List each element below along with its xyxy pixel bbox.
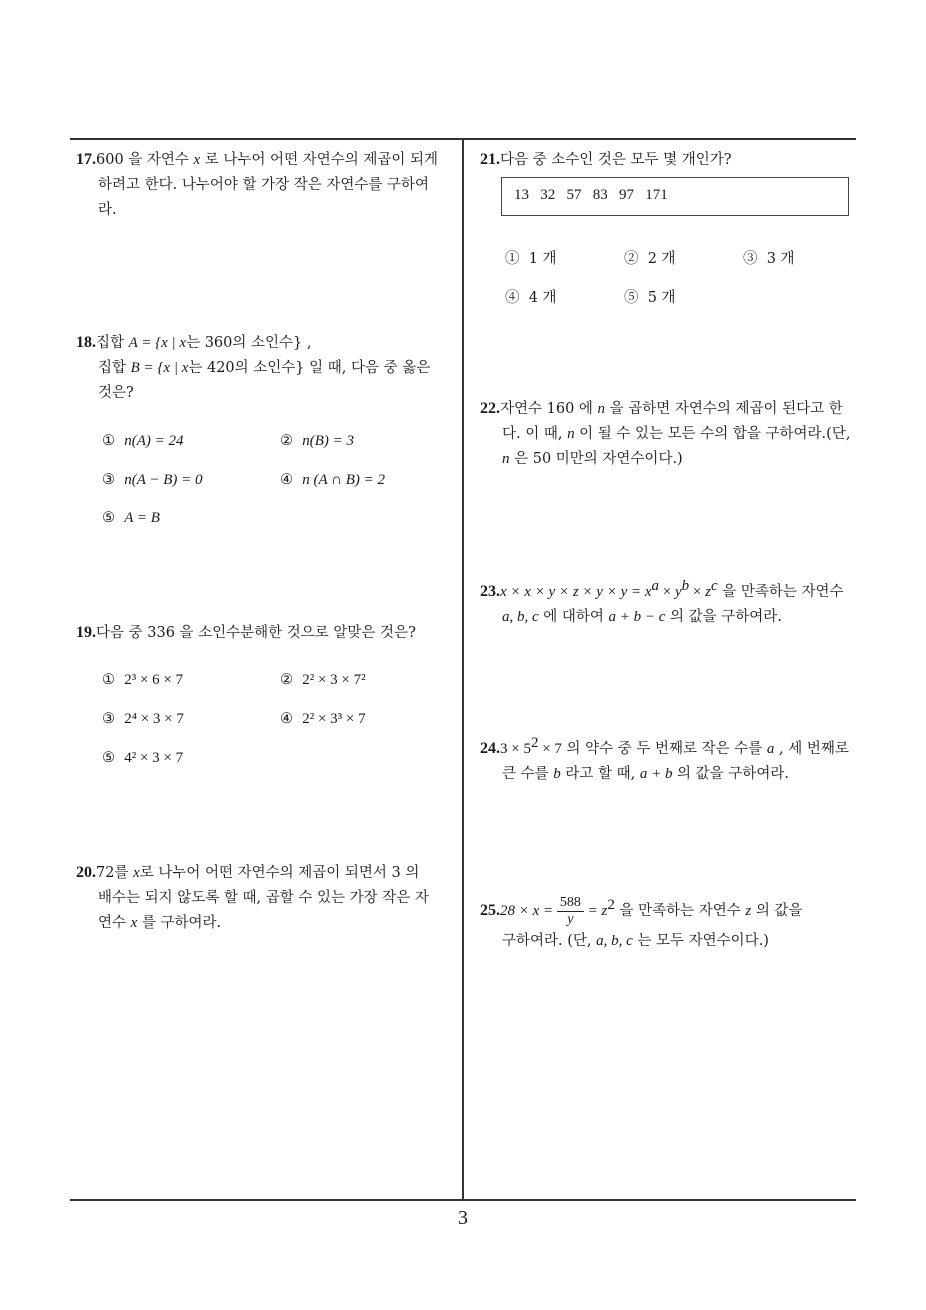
question-number: 18.: [76, 334, 96, 351]
bottom-rule: [70, 1199, 856, 1201]
question-17: 17.600 을 자연수 x 로 나누어 어떤 자연수의 제곱이 되게 하려고 한다. 나누어야 할 가장 작은 자연수를 구하여 라.: [76, 151, 438, 218]
number-list: 13 32 57 83 97 171: [514, 187, 668, 203]
q21-option-4[interactable]: ④ 4 개: [505, 290, 557, 306]
question-number: 20.: [76, 864, 96, 881]
question-18: 18.집합 A = {x | x는 360의 소인수} , 집합 B = {x | x는 420의 소인수} 일 때, 다음 중 옳은 것은?: [76, 334, 431, 401]
question-25: 25.28 × x = $\frac{588}{y}$ = $z^2$ 을 만족하는 자연수 z 의 값을 구하여라. (단, a, b, c 는 모두 자연수이다.): [480, 894, 803, 949]
q19-option-4[interactable]: ④ 2² × 3³ × 7: [280, 711, 366, 727]
question-number: 23.: [480, 583, 500, 600]
q21-option-2[interactable]: ② 2 개: [624, 251, 676, 267]
q18-option-4[interactable]: ④ n (A ∩ B) = 2: [280, 472, 385, 488]
q19-option-3[interactable]: ③ 2⁴ × 3 × 7: [102, 711, 184, 727]
q18-option-1[interactable]: ① n(A) = 24: [102, 433, 184, 449]
question-21: 21.다음 중 소수인 것은 모두 몇 개인가?: [480, 151, 732, 168]
question-22: 22.자연수 160 에 n 을 곱하면 자연수의 제곱이 된다고 한 다. 이 때, n 이 될 수 있는 모든 수의 합을 구하여라.(단, n 은 50 미만의 자연수이다.): [480, 400, 851, 467]
q19-option-2[interactable]: ② 2² × 3 × 7²: [280, 672, 366, 688]
q18-option-3[interactable]: ③ n(A − B) = 0: [102, 472, 203, 488]
question-24: $24.3 \times 5^2 \times 7$ 의 약수 중 두 번째로 작은 수를 a , 세 번째로 큰 수를 b 라고 할 때, a + b 의 값을 구하여라.: [480, 735, 849, 782]
page-number: 3: [458, 1207, 468, 1229]
fraction: $\frac{588}{y}$: [557, 895, 584, 928]
question-number: 19.: [76, 624, 96, 641]
column-divider: [462, 139, 464, 1200]
q21-option-1[interactable]: ① 1 개: [505, 251, 557, 267]
question-19: 19.다음 중 336 을 소인수분해한 것으로 알맞은 것은?: [76, 624, 416, 641]
q19-option-5[interactable]: ⑤ 4² × 3 × 7: [102, 750, 184, 766]
number-list-box: [501, 177, 849, 216]
question-number: 22.: [480, 400, 500, 417]
question-number: 25.: [480, 902, 500, 919]
question-number: 21.: [480, 151, 500, 168]
question-number: 24.: [480, 740, 500, 757]
question-23: $23.x \times x \times y \times z \times y \times y = x^a \times y^b \times z^c$ 을 만족하는 자연수 a, b, c 에 대하여 a + b − c 의 값을 구하여라.: [480, 578, 844, 625]
question-20: 20.72를 x로 나누어 어떤 자연수의 제곱이 되면서 3 의 배수는 되지 않도록 할 때, 곱할 수 있는 가장 작은 자 연수 x 를 구하여라.: [76, 864, 429, 931]
question-number: 17.: [76, 151, 96, 168]
q18-option-2[interactable]: ② n(B) = 3: [280, 433, 354, 449]
q18-option-5[interactable]: ⑤ A = B: [102, 510, 160, 526]
q21-option-3[interactable]: ③ 3 개: [743, 251, 795, 267]
q19-option-1[interactable]: ① 2³ × 6 × 7: [102, 672, 184, 688]
q21-option-5[interactable]: ⑤ 5 개: [624, 290, 676, 306]
